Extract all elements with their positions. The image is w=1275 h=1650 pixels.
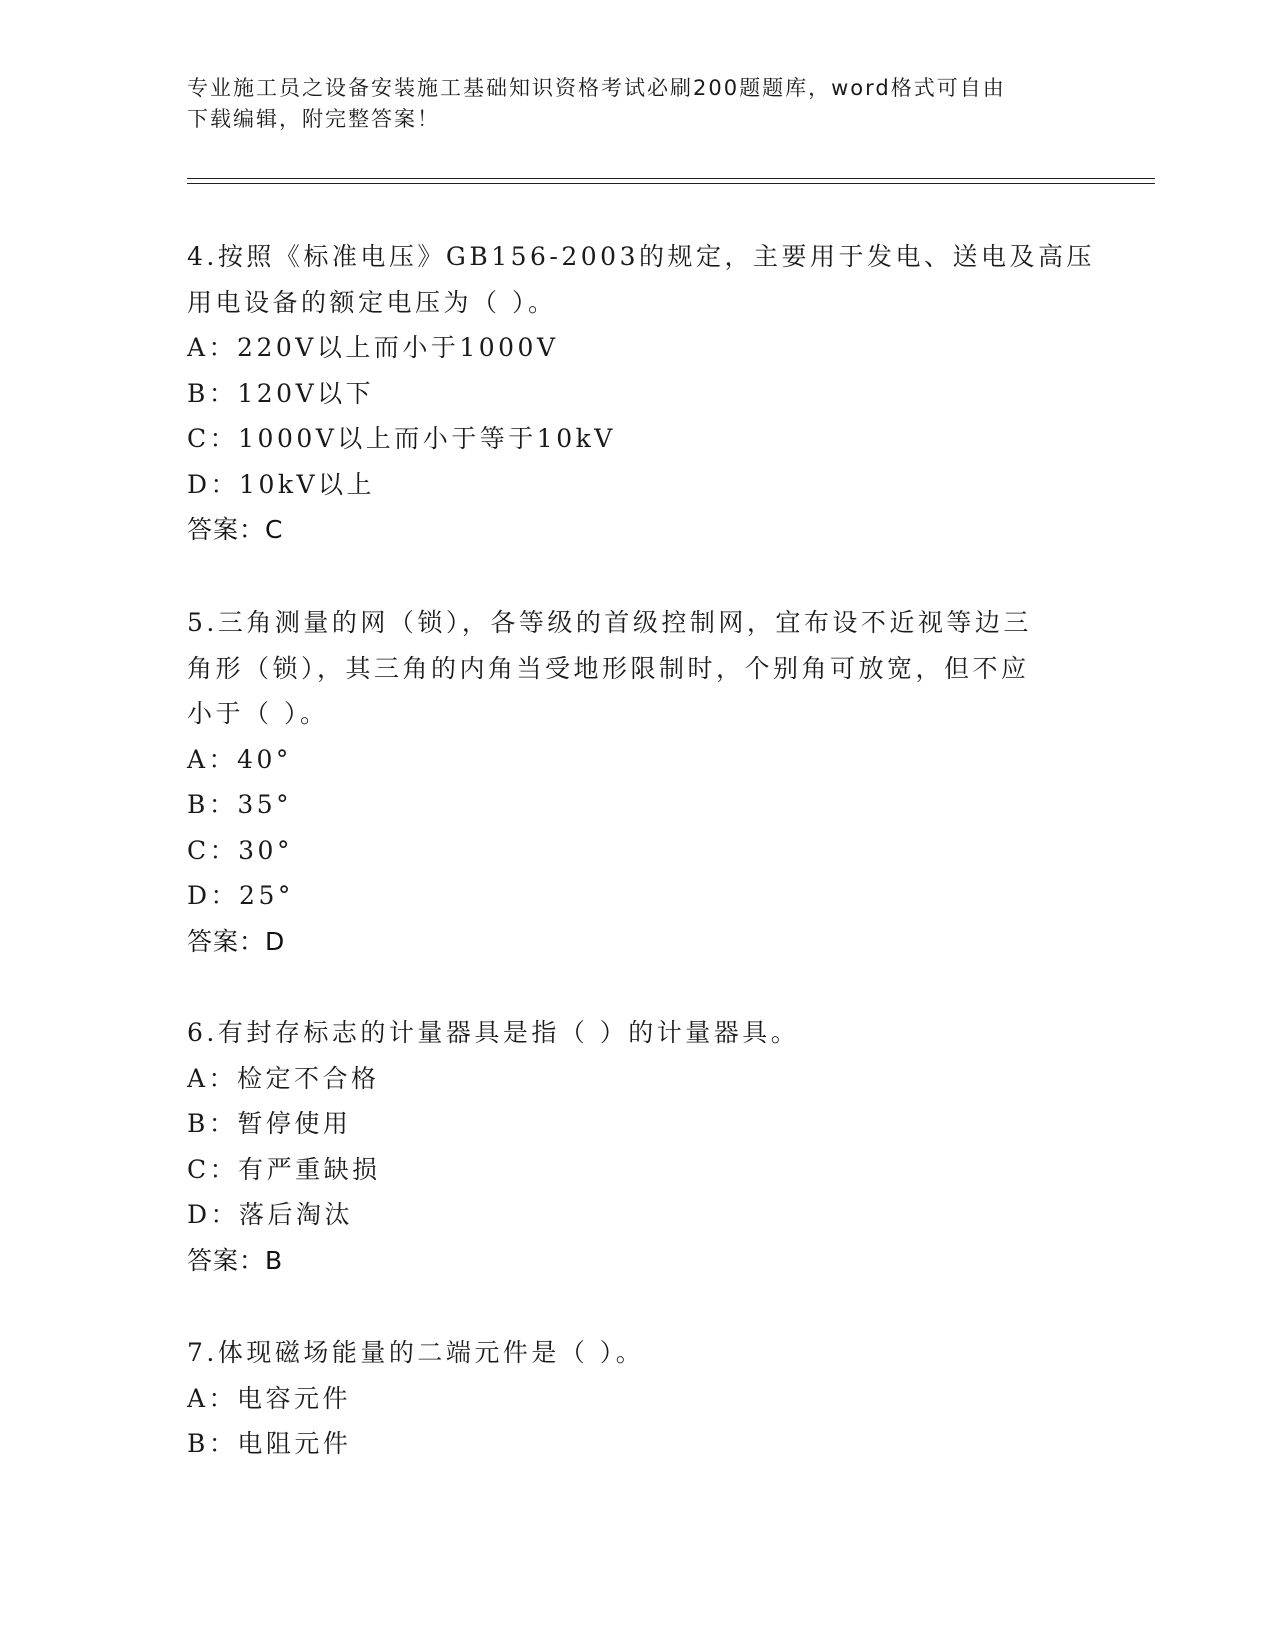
question-6-option-a: A：检定不合格 <box>187 1063 380 1093</box>
question-6-option-c: C：有严重缺损 <box>187 1154 381 1184</box>
question-4-option-d: D：10kV以上 <box>187 469 376 499</box>
question-7-option-b: B：电阻元件 <box>187 1429 352 1458</box>
question-6-stem-line-1: 6.有封存标志的计量器具是指（ ）的计量器具。 <box>187 1018 800 1047</box>
question-5-answer: 答案：D <box>187 926 286 956</box>
question-7-option-a: A：电容元件 <box>187 1383 352 1413</box>
question-4-option-a: A：220V以上而小于1000V <box>187 333 559 362</box>
question-4-stem-line-2: 用电设备的额定电压为（ ）。 <box>187 287 557 317</box>
header-divider-top <box>187 178 1155 179</box>
question-5 <box>187 600 1087 964</box>
question-5-stem-line-1: 5.三角测量的网（锁），各等级的首级控制网，宜布设不近视等边三 <box>187 608 1032 637</box>
header-line-2: 下载编辑，附完整答案！ <box>187 107 440 131</box>
question-5-stem-line-2: 角形（锁），其三角的内角当受地形限制时，个别角可放宽，但不应 <box>187 653 1030 683</box>
question-4-option-b: B：120V以下 <box>187 378 375 408</box>
question-7-stem-line-1: 7.体现磁场能量的二端元件是（ ）。 <box>187 1338 645 1367</box>
header-line-1: 专业施工员之设备安装施工基础知识资格考试必刷200题题库，word格式可自由 <box>187 76 1006 100</box>
question-4-option-c: C：1000V以上而小于等于10kV <box>187 424 616 453</box>
question-5-option-d: D：25° <box>187 881 294 910</box>
question-7 <box>187 1330 1087 1467</box>
question-5-stem-line-3: 小于（ ）。 <box>187 699 329 728</box>
question-5-option-a: A：40° <box>187 744 292 774</box>
question-4 <box>187 234 1095 553</box>
question-4-stem-line-1: 4.按照《标准电压》GB156-2003的规定，主要用于发电、送电及高压 <box>187 242 1095 271</box>
question-5-option-b: B：35° <box>187 790 293 819</box>
question-5-option-c: C：30° <box>187 835 293 865</box>
question-6-option-b: B：暂停使用 <box>187 1109 352 1138</box>
question-6-answer: 答案：B <box>187 1245 284 1275</box>
document-header <box>187 73 1067 135</box>
question-4-answer: 答案：C <box>187 515 284 544</box>
question-6-option-d: D：落后淘汰 <box>187 1200 354 1229</box>
question-6 <box>187 1010 1087 1283</box>
header-divider-bottom <box>187 183 1155 184</box>
